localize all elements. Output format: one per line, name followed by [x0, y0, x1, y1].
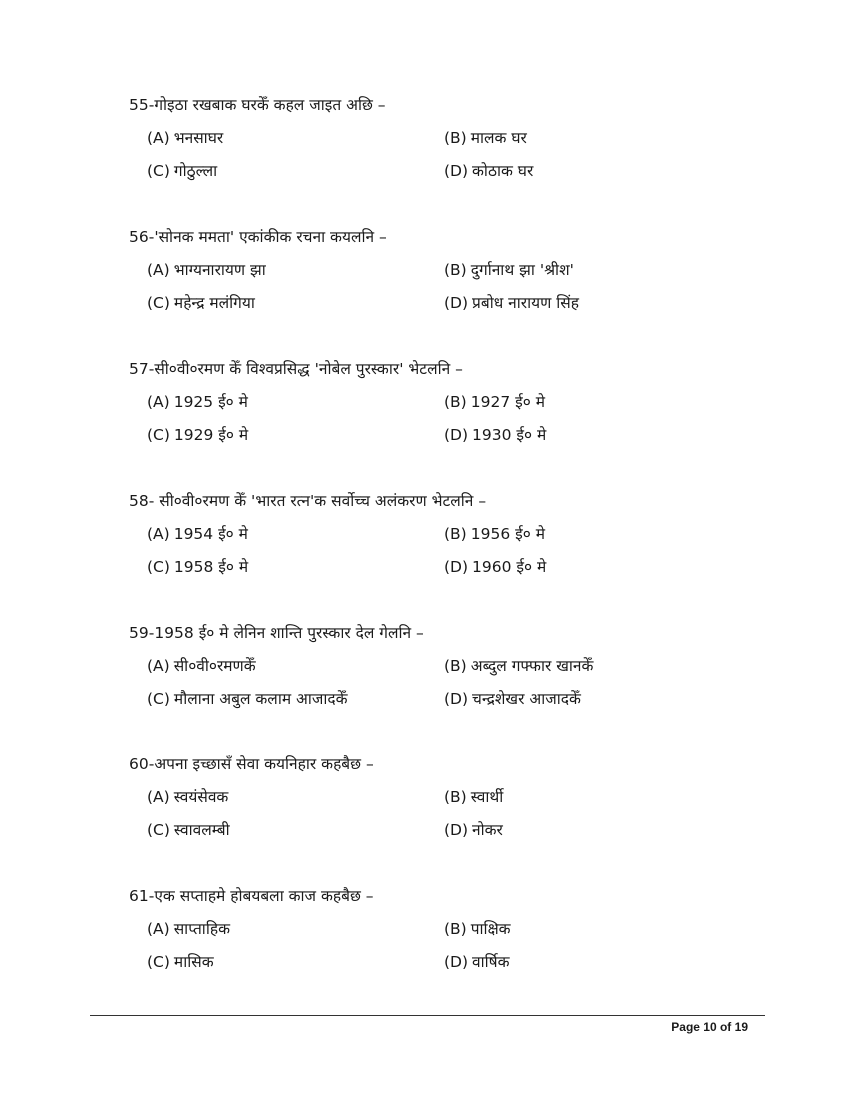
option-a — [147, 523, 248, 545]
option-d — [444, 951, 510, 973]
option-b — [444, 655, 593, 677]
option-letter: (A) — [147, 788, 170, 806]
question-text: 61-एक सप्ताहमे होबयबला काज कहबैछ – — [129, 887, 374, 905]
option-letter: (D) — [444, 426, 469, 444]
option-letter: (B) — [444, 788, 467, 806]
question-text: 58- सी०वी०रमण केँ 'भारत रत्न'क सर्वोच्च अलंकरण भेटलनि – — [129, 492, 487, 510]
option-letter: (B) — [444, 393, 467, 411]
option-letter: (C) — [147, 294, 170, 312]
option-d — [444, 556, 546, 578]
question-text: 59-1958 ई० मे लेनिन शान्ति पुरस्कार देल गेलनि – — [129, 624, 424, 642]
option-text: सी०वी०रमणकेँ — [173, 657, 256, 675]
option-letter: (B) — [444, 525, 467, 543]
question-text: 60-अपना इच्छासँ सेवा कयनिहार कहबैछ – — [129, 755, 374, 773]
option-text: भनसाघर — [173, 129, 224, 147]
option-letter: (B) — [444, 657, 467, 675]
option-c — [147, 951, 214, 973]
option-text: प्रबोध नारायण सिंह — [472, 294, 579, 312]
option-c — [147, 819, 230, 841]
option-text: गोठुल्ला — [173, 162, 218, 180]
option-letter: (B) — [444, 129, 467, 147]
option-a — [147, 391, 248, 413]
option-letter: (C) — [147, 162, 170, 180]
option-a — [147, 918, 230, 940]
option-text: 1958 ई० मे — [173, 558, 249, 576]
option-letter: (C) — [147, 821, 170, 839]
option-letter: (A) — [147, 129, 170, 147]
option-text: 1954 ई० मे — [173, 525, 248, 543]
option-text: महेन्द्र मलंगिया — [173, 294, 255, 312]
option-c — [147, 160, 217, 182]
option-d — [444, 819, 503, 841]
option-text: पाक्षिक — [470, 920, 511, 938]
option-text: भाग्यनारायण झा — [173, 261, 266, 279]
option-d — [444, 424, 546, 446]
option-a — [147, 127, 223, 149]
option-text: स्वयंसेवक — [173, 788, 229, 806]
option-a — [147, 655, 256, 677]
option-d — [444, 160, 533, 182]
option-text: नोकर — [472, 821, 503, 839]
option-text: अब्दुल गफ्फार खानकेँ — [470, 657, 594, 675]
option-text: मौलाना अबुल कलाम आजादकेँ — [173, 690, 348, 708]
page-number: Page 10 of 19 — [671, 1020, 748, 1034]
option-text: स्वार्थी — [470, 788, 504, 806]
option-letter: (D) — [444, 162, 469, 180]
option-text: 1960 ई० मे — [472, 558, 547, 576]
option-d — [444, 688, 581, 710]
option-text: मासिक — [173, 953, 214, 971]
option-text: 1930 ई० मे — [472, 426, 547, 444]
option-text: 1927 ई० मे — [470, 393, 545, 411]
option-b — [444, 786, 503, 808]
option-text: दुर्गानाथ झा 'श्रीश' — [470, 261, 574, 279]
option-c — [147, 556, 248, 578]
option-c — [147, 424, 248, 446]
option-letter: (D) — [444, 821, 469, 839]
footer-divider — [90, 1015, 765, 1016]
option-text: मालक घर — [470, 129, 527, 147]
option-text: स्वावलम्बी — [173, 821, 230, 839]
option-c — [147, 292, 255, 314]
option-d — [444, 292, 579, 314]
option-letter: (D) — [444, 690, 469, 708]
option-b — [444, 127, 527, 149]
option-letter: (D) — [444, 558, 469, 576]
option-b — [444, 259, 574, 281]
option-letter: (A) — [147, 393, 170, 411]
question-text: 57-सी०वी०रमण केँ विश्वप्रसिद्ध 'नोबेल पुरस्कार' भेटलनि – — [129, 360, 463, 378]
question-text: 55-गोइठा रखबाक घरकेँ कहल जाइत अछि – — [129, 96, 386, 114]
option-letter: (A) — [147, 657, 170, 675]
option-c — [147, 688, 348, 710]
option-text: चन्द्रशेखर आजादकेँ — [472, 690, 581, 708]
option-b — [444, 391, 545, 413]
option-text: साप्ताहिक — [173, 920, 230, 938]
question-text: 56-'सोनक ममता' एकांकीक रचना कयलनि – — [129, 228, 387, 246]
option-b — [444, 523, 545, 545]
option-text: 1925 ई० मे — [173, 393, 248, 411]
option-letter: (D) — [444, 294, 469, 312]
option-letter: (C) — [147, 558, 170, 576]
option-letter: (A) — [147, 261, 170, 279]
option-letter: (A) — [147, 525, 170, 543]
option-text: वार्षिक — [472, 953, 510, 971]
option-letter: (D) — [444, 953, 469, 971]
option-letter: (C) — [147, 953, 170, 971]
option-letter: (B) — [444, 920, 467, 938]
option-letter: (C) — [147, 426, 170, 444]
option-text: 1929 ई० मे — [173, 426, 249, 444]
option-a — [147, 786, 228, 808]
option-text: कोठाक घर — [472, 162, 534, 180]
option-a — [147, 259, 266, 281]
option-letter: (C) — [147, 690, 170, 708]
option-text: 1956 ई० मे — [470, 525, 545, 543]
option-letter: (B) — [444, 261, 467, 279]
option-b — [444, 918, 511, 940]
option-letter: (A) — [147, 920, 170, 938]
